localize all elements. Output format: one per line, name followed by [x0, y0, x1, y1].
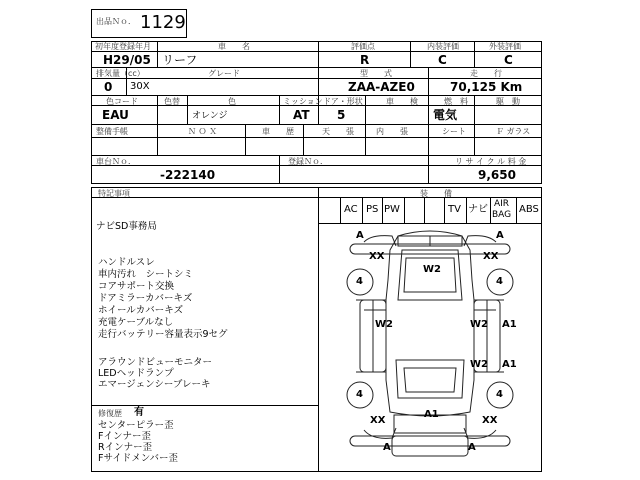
repair-history-value: 有 — [134, 407, 144, 418]
remark-line: 充電ケーブルなし — [98, 317, 174, 328]
inspection-label: 車 検 — [386, 97, 418, 106]
maintenance-book-label: 整備手帳 — [96, 127, 128, 136]
exterior-score-value: C — [504, 53, 513, 67]
lot-number-label: 出品Ｎｏ． — [96, 17, 136, 26]
interior-trim-label: 内 張 — [376, 127, 408, 136]
remark-line: ハンドルスレ — [98, 257, 155, 268]
repair-line: Fインナー歪 — [98, 431, 151, 442]
displacement-label: 排気量（cc） — [96, 69, 145, 78]
damage-mark: 4 — [496, 389, 503, 400]
color-code-value: EAU — [102, 108, 129, 122]
color-code-label: 色コード — [106, 97, 138, 106]
damage-mark: XX — [370, 415, 386, 426]
equipment-abs: ABS — [519, 204, 539, 215]
remarks-label: 特記事項 — [98, 189, 130, 198]
damage-mark: A — [468, 442, 476, 453]
remark-line: エマージェンシーブレーキ — [98, 379, 211, 390]
grade-label: グレード — [208, 69, 240, 78]
repair-line: Rインナー歪 — [98, 442, 153, 453]
damage-mark: W2 — [470, 319, 488, 330]
repair-line: Fサイドメンバー歪 — [98, 453, 179, 464]
color-label: 色 — [228, 97, 236, 106]
interior-score-label: 内装評価 — [427, 42, 459, 51]
damage-mark: W2 — [423, 264, 441, 275]
model-label: 車 名 — [218, 42, 250, 51]
door-shape-label: ドア・形状 — [323, 97, 363, 106]
equipment-airbag-line1: AIR — [494, 199, 510, 209]
registration-number-label: 登録Ｎｏ． — [288, 157, 328, 166]
vehicle-history-label: 車 歴 — [262, 127, 294, 136]
recycle-fee-value: 9,650 — [478, 168, 516, 182]
damage-mark: A — [356, 230, 364, 241]
equipment-label: 装 備 — [420, 189, 452, 198]
model-type-label: 型 式 — [360, 69, 392, 78]
damage-mark: A — [383, 442, 391, 453]
seat-label: シート — [442, 127, 466, 136]
damage-mark: XX — [482, 415, 498, 426]
exterior-score-label: 外装評価 — [489, 42, 521, 51]
repaint-label: 色替 — [164, 97, 180, 106]
chassis-number-label: 車台Ｎｏ． — [96, 157, 136, 166]
remark-line: コアサポート交換 — [98, 281, 175, 292]
drive-label: 駆 動 — [496, 97, 520, 106]
equipment-tv: TV — [448, 204, 461, 215]
equipment-ac: AC — [344, 204, 358, 215]
remark-line: アラウンドビューモニター — [98, 357, 213, 368]
damage-mark: W2 — [470, 359, 488, 370]
front-glass-label: Ｆ ガラス — [496, 127, 531, 136]
first-registration-label: 初年度登録年月 — [95, 42, 151, 51]
transmission-value: AT — [293, 108, 310, 122]
equipment-pw: PW — [384, 204, 400, 215]
recycle-fee-label: リ サ イ ク ル 料 金 — [455, 157, 527, 166]
color-value: オレンジ — [192, 111, 228, 121]
repair-history-label: 修復歴 — [98, 409, 122, 418]
model-value: リーフ — [162, 53, 198, 67]
mileage-label: 走 行 — [470, 69, 502, 78]
grade-value: 30X — [130, 81, 150, 92]
damage-mark: XX — [483, 251, 499, 262]
remark-line: LEDヘッドランプ — [98, 368, 174, 379]
damage-mark: A — [496, 230, 504, 241]
mileage-value: 70,125 Km — [450, 80, 523, 94]
damage-mark: A1 — [502, 359, 517, 370]
fuel-label: 燃 料 — [444, 97, 468, 106]
interior-score-value: C — [438, 53, 447, 67]
damage-mark: 4 — [356, 276, 363, 287]
model-type-value: ZAA-AZE0 — [348, 80, 415, 94]
damage-mark: A1 — [502, 319, 517, 330]
equipment-airbag-line2: BAG — [492, 210, 512, 220]
score-value: R — [360, 53, 370, 67]
remark-line: 走行バッテリー容量表示9セグ — [98, 329, 228, 340]
equipment-ps: PS — [366, 204, 379, 215]
first-registration-value: H29/05 — [103, 53, 151, 67]
remark-line: ドアミラーカバーキズ — [98, 293, 193, 304]
remark-line: 車内汚れ シートシミ — [98, 269, 194, 280]
remark-line: ホイールカバーキズ — [98, 305, 184, 316]
score-label: 評価点 — [351, 42, 375, 51]
damage-mark: A1 — [424, 409, 439, 420]
repair-line: センターピラー歪 — [98, 420, 174, 431]
equipment-navi: ナビ — [468, 204, 488, 215]
fuel-value: 電気 — [433, 108, 458, 122]
damage-mark: W2 — [375, 319, 393, 330]
door-count-value: 5 — [337, 108, 346, 122]
roof-lining-label: 天 張 — [322, 127, 354, 136]
lot-number: 1129 — [140, 12, 186, 33]
chassis-number-value: -222140 — [160, 168, 216, 182]
transmission-label: ミッション — [283, 97, 323, 106]
damage-mark: 4 — [356, 389, 363, 400]
damage-mark: 4 — [496, 276, 503, 287]
damage-mark: XX — [369, 251, 385, 262]
remark-line: ナビSD事務局 — [96, 221, 157, 232]
nox-label: Ｎ Ｏ Ｘ — [188, 127, 218, 136]
displacement-value: 0 — [104, 80, 113, 94]
